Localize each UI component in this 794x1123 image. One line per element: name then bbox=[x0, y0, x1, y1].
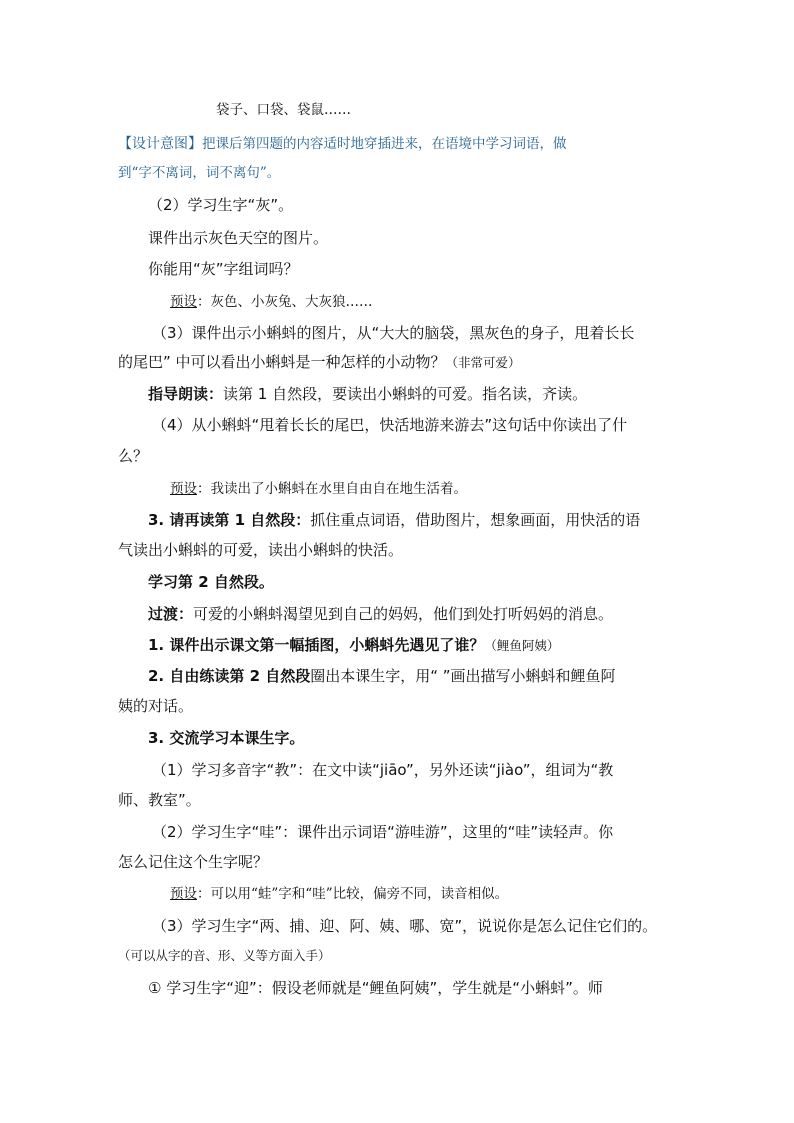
text-line bbox=[148, 384, 587, 404]
line-text: 读第 1 自然段，要读出小蝌蚪的可爱。指名读，齐读。 bbox=[223, 385, 588, 403]
preset-text: ：可以用“蛙”字和“哇”比较，偏旁不同，读音相似。 bbox=[197, 886, 509, 902]
answer-note: （鲤鱼阿姨） bbox=[484, 638, 560, 653]
text-line: （3）课件出示小蝌蚪的图片，从“大大的脑袋，黑灰色的身子，甩着长长 bbox=[152, 324, 635, 342]
section-heading: 学习第 2 自然段。 bbox=[148, 573, 274, 591]
preset-label: 预设 bbox=[170, 294, 197, 310]
preset-line bbox=[170, 292, 373, 312]
preset-text: ：我读出了小蝌蚪在水里自由自在地生活着。 bbox=[197, 481, 467, 497]
text-line: 你能用“灰”字组词吗？ bbox=[148, 260, 299, 278]
preset-text: ：灰色、小灰兔、大灰狼…… bbox=[197, 294, 373, 310]
question-text: 的尾巴” 中可以看出小蝌蚪是一种怎样的小动物？ bbox=[118, 353, 446, 371]
text-line bbox=[148, 635, 559, 656]
section-heading: 3. 交流学习本课生字。 bbox=[148, 729, 305, 747]
text-line: （2）学习生字“哇”：课件出示词语“游哇游”，这里的“哇”读轻声。你 bbox=[152, 823, 614, 841]
design-intent-line: 到“字不离词，词不离句”。 bbox=[118, 165, 281, 181]
text-line: 怎么记住这个生字呢？ bbox=[118, 853, 269, 871]
text-line: （2）学习生字“灰”。 bbox=[148, 196, 294, 214]
text-line bbox=[148, 666, 616, 686]
bold-label: 2. 自由练读第 2 自然段 bbox=[148, 667, 311, 685]
question-text: 1. 课件出示课文第一幅插图，小蝌蚪先遇见了谁？ bbox=[148, 636, 485, 654]
bold-label: 3. 请再读第 1 自然段： bbox=[148, 511, 311, 529]
text-line: 气读出小蝌蚪的可爱，读出小蝌蚪的快活。 bbox=[118, 541, 404, 559]
text-line: 姨的对话。 bbox=[118, 697, 194, 715]
text-line bbox=[148, 510, 640, 530]
bold-label: 指导朗读： bbox=[148, 385, 224, 403]
line-text: 可爱的小蝌蚪渴望见到自己的妈妈，他们到处打听妈妈的消息。 bbox=[193, 605, 614, 623]
preset-label: 预设 bbox=[170, 481, 197, 497]
text-line bbox=[118, 352, 521, 373]
answer-note: （非常可爱） bbox=[445, 355, 521, 370]
text-line: ① 学习生字“迎”：假设老师就是“鲤鱼阿姨”，学生就是“小蝌蚪”。师 bbox=[148, 979, 603, 997]
text-line: （3）学习生字“两、捕、迎、阿、姨、哪、宽”，说说你是怎么记住它们的。 bbox=[152, 917, 658, 935]
design-intent-line bbox=[118, 134, 567, 154]
design-intent-text: 把课后第四题的内容适时地穿插进来，在语境中学习词语，做 bbox=[202, 136, 567, 152]
text-line: 么？ bbox=[118, 447, 149, 465]
text-line: （1）学习多音字“教”：在文中读“jiāo”，另外还读“jiào”，组词为“教 bbox=[152, 761, 614, 779]
text-line: 袋子、口袋、袋鼠…… bbox=[216, 102, 351, 118]
preset-line bbox=[170, 479, 467, 499]
preset-label: 预设 bbox=[170, 886, 197, 902]
text-line bbox=[148, 604, 613, 624]
text-line: 课件出示灰色天空的图片。 bbox=[148, 229, 329, 247]
text-line: （4）从小蝌蚪“甩着长长的尾巴，快活地游来游去”这句话中你读出了什 bbox=[152, 416, 628, 434]
line-text: 圈出本课生字，用“ ”画出描写小蝌蚪和鲤鱼阿 bbox=[310, 667, 616, 685]
preset-line bbox=[170, 884, 508, 904]
text-line: （可以从字的音、形、义等方面入手） bbox=[118, 948, 331, 963]
design-intent-tag: 【设计意图】 bbox=[118, 136, 202, 152]
text-line: 师、教室”。 bbox=[118, 791, 201, 809]
bold-label: 过渡： bbox=[148, 605, 194, 623]
line-text: 抓住重点词语，借助图片，想象画面，用快活的语 bbox=[310, 511, 641, 529]
